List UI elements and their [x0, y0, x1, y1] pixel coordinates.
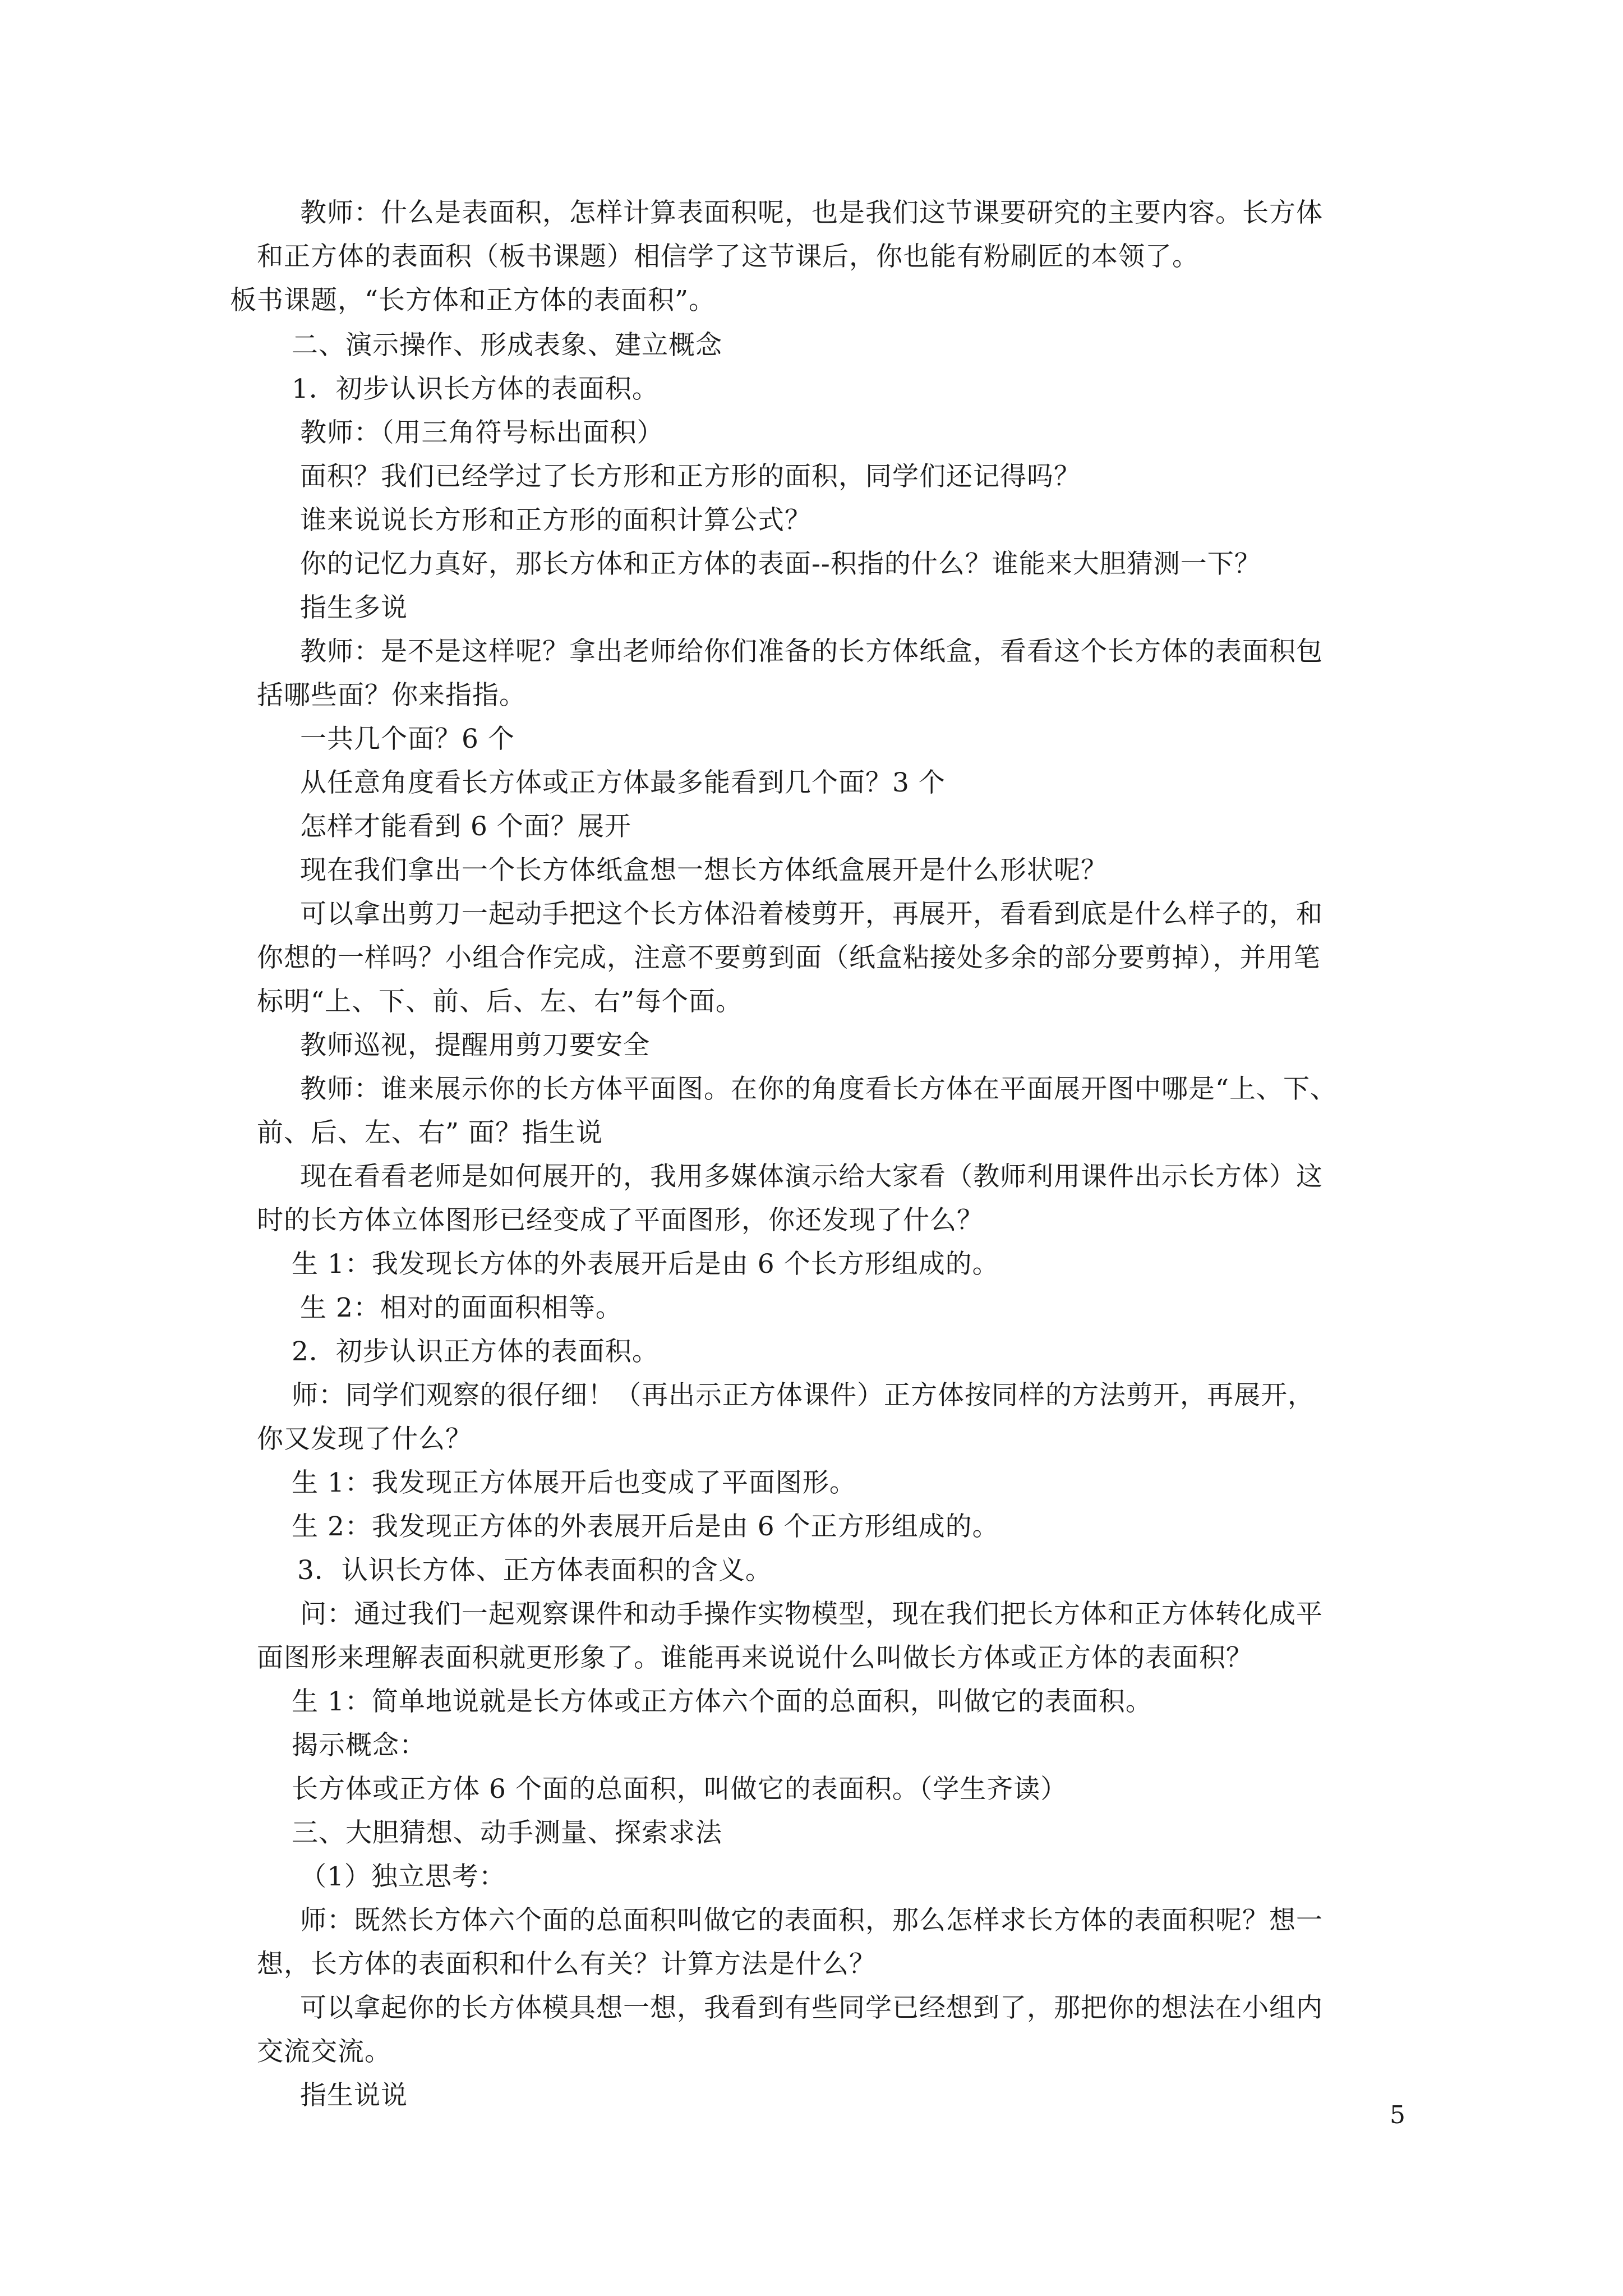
text-line: 揭示概念：: [292, 1730, 426, 1761]
text-line: 问：通过我们一起观察课件和动手操作实物模型，现在我们把长方体和正方体转化成平: [300, 1599, 1323, 1630]
section-heading: 二、演示操作、形成表象、建立概念: [292, 330, 722, 361]
text-line: 指生多说: [300, 592, 408, 623]
text-line: 长方体或正方体 6 个面的总面积，叫做它的表面积。（学生齐读）: [292, 1774, 1068, 1805]
text-line: 交流交流。: [257, 2036, 391, 2067]
text-line: 教师巡视，提醒用剪刀要安全: [300, 1030, 650, 1061]
text-line: 你想的一样吗？小组合作完成，注意不要剪到面（纸盒粘接处多余的部分要剪掉），并用笔: [257, 942, 1321, 973]
text-line: 谁来说说长方形和正方形的面积计算公式？: [300, 505, 811, 536]
text-line: 指生说说: [300, 2080, 408, 2111]
text-line: 面积？我们已经学过了长方形和正方形的面积，同学们还记得吗？: [300, 461, 1081, 492]
text-line: 师：同学们观察的很仔细！（再出示正方体课件）正方体按同样的方法剪开，再展开，: [292, 1380, 1315, 1411]
text-line: 想，长方体的表面积和什么有关？计算方法是什么？: [257, 1949, 876, 1980]
subsection-heading: （1）独立思考：: [300, 1861, 506, 1892]
subsection-heading: 3．认识长方体、正方体表面积的含义。: [297, 1555, 772, 1586]
text-line: 生 1：我发现长方体的外表展开后是由 6 个长方形组成的。: [292, 1249, 999, 1280]
text-line: 生 1：我发现正方体展开后也变成了平面图形。: [292, 1467, 856, 1498]
page-number: 5: [1390, 2101, 1405, 2129]
text-line: 从任意角度看长方体或正方体最多能看到几个面？3 个: [300, 767, 946, 798]
text-line: 前、后、左、右” 面？指生说: [257, 1117, 603, 1148]
text-line: 教师：什么是表面积，怎样计算表面积呢，也是我们这节课要研究的主要内容。长方体: [300, 197, 1323, 228]
subsection-heading: 2．初步认识正方体的表面积。: [292, 1336, 659, 1367]
text-line: 生 1：简单地说就是长方体或正方体六个面的总面积，叫做它的表面积。: [292, 1686, 1152, 1717]
text-line: 你又发现了什么？: [257, 1424, 472, 1455]
subsection-heading: 1．初步认识长方体的表面积。: [292, 374, 659, 404]
text-line: 板书课题，“长方体和正方体的表面积”。: [230, 285, 716, 316]
text-line: 面图形来理解表面积就更形象了。谁能再来说说什么叫做长方体或正方体的表面积？: [257, 1642, 1253, 1673]
text-line: 生 2：相对的面面积相等。: [300, 1292, 623, 1323]
text-line: 时的长方体立体图形已经变成了平面图形，你还发现了什么？: [257, 1205, 984, 1236]
text-line: 可以拿出剪刀一起动手把这个长方体沿着棱剪开，再展开，看看到底是什么样子的，和: [300, 899, 1323, 930]
text-line: 教师：（用三角符号标出面积）: [300, 417, 664, 448]
text-line: 标明“上、下、前、后、左、右”每个面。: [257, 986, 743, 1017]
text-line: 一共几个面？6 个: [300, 724, 515, 754]
text-line: 可以拿起你的长方体模具想一想，我看到有些同学已经想到了，那把你的想法在小组内: [300, 1993, 1323, 2023]
text-line: 现在我们拿出一个长方体纸盒想一想长方体纸盒展开是什么形状呢？: [300, 855, 1108, 886]
text-line: 教师：谁来展示你的长方体平面图。在你的角度看长方体在平面展开图中哪是“上、下、: [300, 1074, 1338, 1105]
text-line: 怎样才能看到 6 个面？展开: [300, 811, 631, 842]
text-line: 括哪些面？你来指指。: [257, 680, 526, 711]
text-line: 你的记忆力真好，那长方体和正方体的表面--积指的什么？谁能来大胆猜测一下？: [300, 549, 1261, 579]
text-line: 教师：是不是这样呢？拿出老师给你们准备的长方体纸盒，看看这个长方体的表面积包: [300, 636, 1323, 667]
text-line: 师：既然长方体六个面的总面积叫做它的表面积，那么怎样求长方体的表面积呢？想一: [300, 1905, 1323, 1936]
text-line: 和正方体的表面积（板书课题）相信学了这节课后，你也能有粉刷匠的本领了。: [257, 241, 1199, 272]
section-heading: 三、大胆猜想、动手测量、探索求法: [292, 1818, 722, 1848]
text-line: 生 2：我发现正方体的外表展开后是由 6 个正方形组成的。: [292, 1511, 999, 1542]
text-line: 现在看看老师是如何展开的，我用多媒体演示给大家看（教师利用课件出示长方体）这: [300, 1161, 1323, 1192]
